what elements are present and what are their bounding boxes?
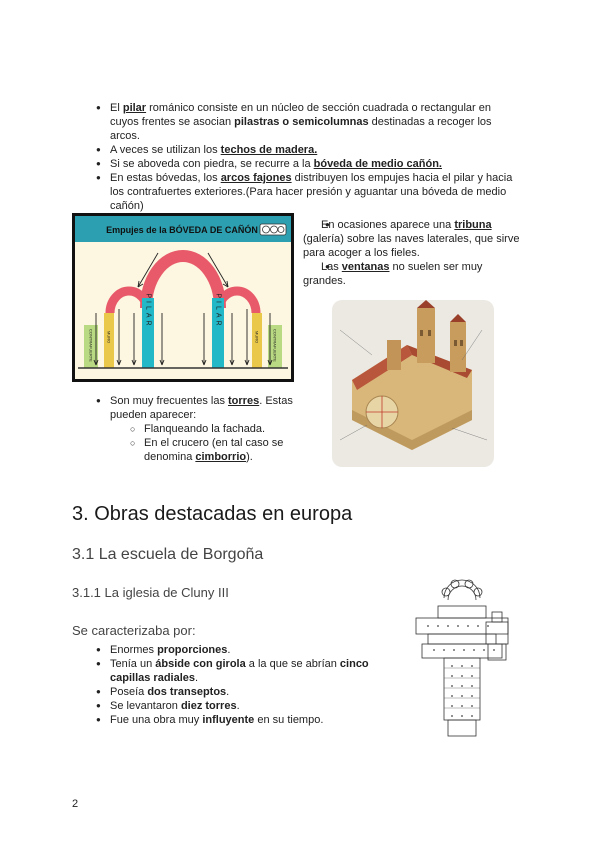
barrel-vault-diagram: [72, 213, 294, 382]
right-wall-label: MURO: [254, 331, 260, 344]
right-pillar-label: PILAR: [214, 293, 222, 329]
left-buttress-label: CONTRAFUERTE: [88, 329, 94, 362]
cluny-bullet-list: [92, 643, 392, 727]
right-bullet-list: [303, 218, 521, 288]
page-number: 2: [72, 798, 79, 810]
list-item: ● Si se abovedа con piedra, se recurre a la bóveda de medio cañón.: [92, 157, 522, 171]
left-wall-label: MURO: [106, 331, 112, 344]
church-cutaway-image: [332, 300, 494, 467]
right-buttress-label: CONTRAFUERTE: [272, 329, 278, 362]
list-item: ● Fue una obra muy influyente en su tiempo.: [92, 713, 392, 727]
list-item: ○ Flanqueando la fachada.: [126, 422, 312, 436]
list-item: ● Las ventanas no suelen ser muy grandes.: [303, 260, 521, 288]
cc-logo-icon: [260, 224, 286, 235]
list-item: ● A veces se utilizan los techos de madera.: [92, 143, 522, 157]
list-item: ● El pilar románico consiste en un núcleo de sección cuadrada o rectangular en cuyos frentes se asocian pilastras o semicolumnas destinadas a recoger los arcos.: [92, 101, 522, 143]
barrel-vault-illustration: [72, 213, 294, 382]
list-item: ● Tenía un ábside con girola a la que se abrían cinco capillas radiales.: [92, 657, 392, 685]
list-item: ● Se levantaron diez torres.: [92, 699, 392, 713]
list-item: ● Son muy frecuentes las torres. Estas pueden aparecer:: [92, 394, 312, 422]
left-pillar-label: PILAR: [144, 293, 152, 329]
lead-text: Se caracterizaba por:: [72, 623, 196, 638]
diagram-title: Empujes de la BÓVEDA DE CAÑÓN: [106, 225, 258, 235]
floor-plan-drawing: [408, 578, 533, 740]
list-item: ● En estas bóvedas, los arcos fajones distribuyen los empujes hacia el pilar y hacia los contrafuertes exteriores.(Para hacer presión y aguantar una bóveda de medio cañón): [92, 171, 522, 213]
intro-bullet-list: [92, 101, 522, 213]
list-item: ● Enormes proporciones.: [92, 643, 392, 657]
romanesque-church-illustration: [332, 300, 494, 467]
list-item: ○ En el crucero (en tal caso se denomina cimborrio).: [126, 436, 312, 464]
subsection-heading: 3.1 La escuela de Borgoña: [72, 546, 264, 563]
towers-bullet-list: [92, 394, 312, 422]
towers-section: [92, 394, 312, 464]
section-heading: 3. Obras destacadas en europa: [72, 503, 353, 525]
list-item: ● En ocasiones aparece una tribuna (galería) sobre las naves laterales, que sirve para acoger a los fieles.: [303, 218, 521, 260]
subsubsection-heading: 3.1.1 La iglesia de Cluny III: [72, 585, 229, 600]
list-item: ● Poseía dos transeptos.: [92, 685, 392, 699]
towers-sub-list: [92, 422, 312, 464]
cluny-floor-plan: [408, 578, 533, 740]
